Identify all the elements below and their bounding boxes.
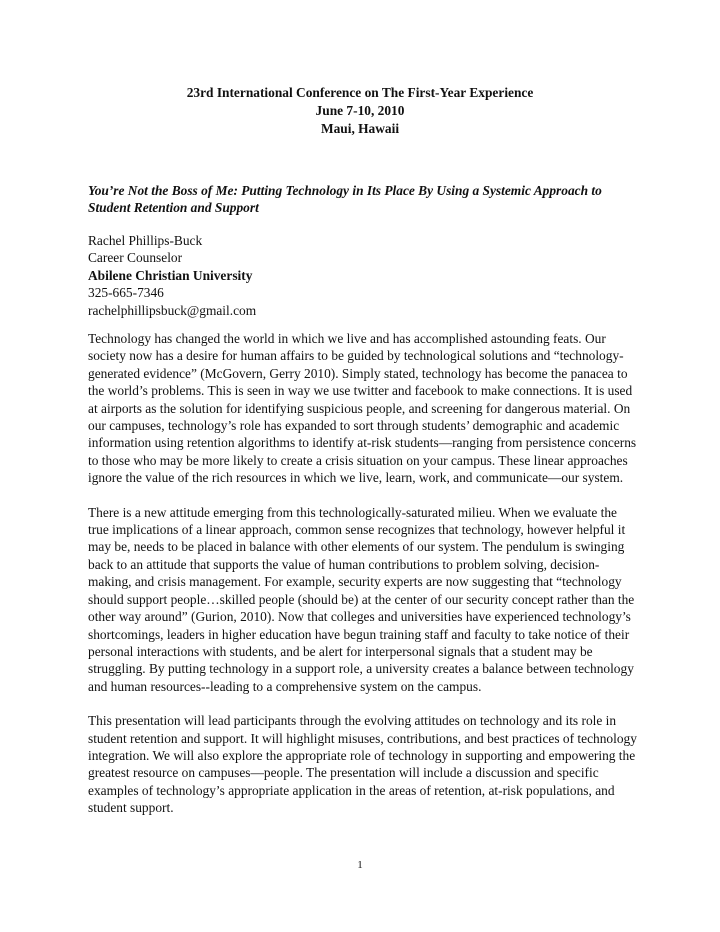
author-role: Career Counselor	[88, 250, 183, 266]
conference-dates: June 7-10, 2010	[315, 103, 405, 118]
author-organization: Abilene Christian University	[88, 267, 253, 283]
conference-header	[0, 84, 720, 138]
conference-name: 23rd International Conference on The First-Year Experience	[186, 85, 534, 100]
author-block	[88, 232, 640, 319]
paragraph-new-attitude: There is a new attitude emerging from this technologically-saturated milieu. When we evaluate the true implications of a linear approach, common sense recognizes that technology, however helpful it may be, needs to be placed in balance with other elements of our system. The pendulum is swinging back to an attitude that supports the value of human contributions to problem solving, decision-making, and crisis management. For example, security experts are now suggesting that “technology should support people…skilled people (should be) at the center of our security concept rather than the other way around” (Gurion, 2010). Now that colleges and universities have experienced technology’s shortcomings, leaders in higher education have begun training staff and faculty to take notice of their personal interactions with students, and be alert for interpersonal signals that a student may be struggling. By putting technology in a support role, a university creates a balance between technology and human resources--leading to a comprehensive system on the campus.	[88, 504, 635, 694]
page-number: 1	[357, 859, 363, 871]
presentation-title: You’re Not the Boss of Me: Putting Technology in Its Place By Using a Systemic Approach to Student Retention and Support	[88, 183, 602, 216]
author-email: rachelphillipsbuck@gmail.com	[88, 302, 257, 318]
paragraph-presentation-overview: This presentation will lead participants through the evolving attitudes on technology and its role in student retention and support. It will highlight misuses, contributions, and best practices of technology integration. We will also explore the appropriate role of technology in supporting and empowering the greatest resource on campuses—people. The presentation will include a discussion and specific examples of technology’s appropriate application in the areas of retention, at-risk populations, and student support.	[88, 713, 637, 816]
conference-location: Maui, Hawaii	[320, 121, 400, 136]
author-name: Rachel Phillips-Buck	[88, 233, 203, 248]
body-text	[88, 330, 640, 834]
author-phone: 325-665-7346	[88, 285, 164, 301]
paragraph-technology-changed: Technology has changed the world in which we live and has accomplished astounding feats. Our society now has a desire for human affairs to be guided by technological solutions and “technology-generated evidence” (McGovern, Gerry 2010). Simply stated, technology has become the panacea to the world’s problems. This is seen in way we use twitter and facebook to make connections. It is used at airports as the solution for identifying suspicious people, and screening for dangerous material. On our campuses, technology’s role has expanded to sort through students’ demographic and academic information using retention algorithms to identify at-risk students—ranging from persistence concerns to those who may be more likely to create a crisis situation on your campus. These linear approaches ignore the value of the rich resources in which we live, learn, work, and communicate—our system.	[88, 331, 637, 486]
